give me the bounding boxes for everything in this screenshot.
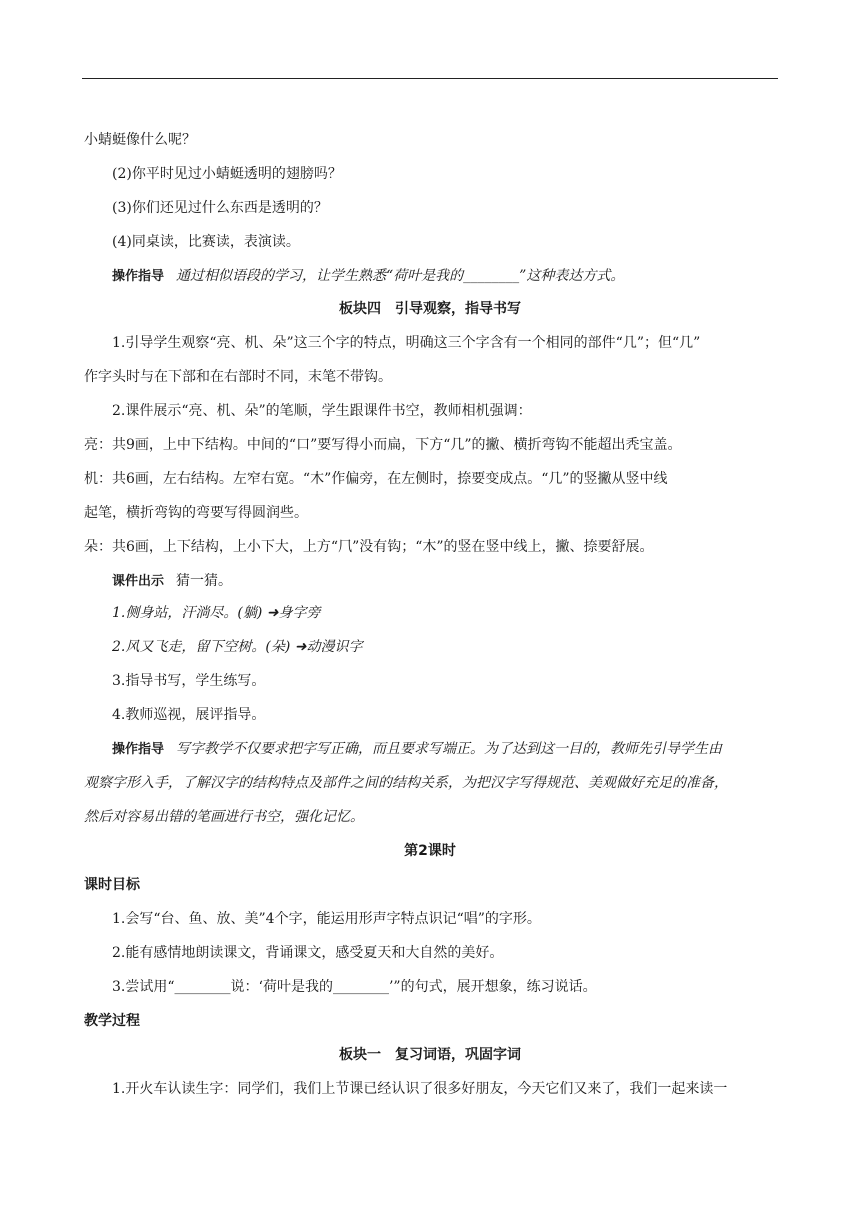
goal-1: 1.会写“台、鱼、放、美”4个字，能运用形声字特点识记“唱”的字形。 (112, 911, 541, 927)
paragraph-2: 2.课件展示“亮、机、朵”的笔顺，学生跟课件书空，教师相机强调： (112, 403, 532, 419)
step-3: 3.指导书写，学生练写。 (112, 673, 266, 689)
riddle-2: 2.风又飞走，留下空树。(朵) ➜动漫识字 (112, 639, 363, 655)
lesson-heading: 第2课时 (404, 843, 456, 859)
guidance-text-cont: 然后对容易出错的笔画进行书空，强化记忆。 (84, 809, 364, 825)
courseware-label: 课件出示 (112, 574, 165, 589)
paragraph-1b: 作字头时与在下部和在右部时不同，末笔不带钩。 (84, 369, 392, 385)
question-3: (3)你们还见过什么东西是透明的？ (112, 200, 328, 216)
goal-2: 2.能有感情地朗读课文，背诵课文，感受夏天和大自然的美好。 (112, 945, 504, 961)
goal-3: 3.尝试用“________说：‘荷叶是我的________’”的句式，展开想象，练习说话。 (112, 979, 597, 995)
header-rule (82, 78, 778, 79)
char-ji-a: 机：共6画，左右结构。左窄右宽。“木”作偏旁，在左侧时，捺要变成点。“几”的竖撇从竖中线 (84, 471, 668, 487)
process-heading: 教学过程 (84, 1013, 140, 1029)
paragraph-1a: 1.引导学生观察“亮、机、朵”这三个字的特点，明确这三个字含有一个相同的部件“几”；但“几” (112, 335, 701, 351)
guidance-text: 写字教学不仅要求把字写正确，而且要求写端正。为了达到这一目的，教师先引导学生由 (176, 741, 723, 757)
goals-heading: 课时目标 (84, 877, 140, 893)
char-duo: 朵：共6画，上下结构，上小下大，上方“⺇”没有钩；“木”的竖在竖中线上，撇、捺要舒展。 (84, 539, 654, 555)
section-heading-1: 板块一 复习词语，巩固字词 (339, 1047, 521, 1063)
paragraph-last: 1.开火车认读生字：同学们，我们上节课已经认识了很多好朋友，今天它们又来了，我们一起来读一 (112, 1081, 728, 1097)
courseware-display (112, 572, 232, 591)
section-heading-4: 板块四 引导观察，指导书写 (339, 301, 521, 317)
question-2: (2)你平时见过小蜻蜓透明的翅膀吗？ (112, 166, 342, 182)
step-4: 4.教师巡视，展评指导。 (112, 707, 266, 723)
char-ji-b: 起笔，横折弯钩的弯要写得圆润些。 (84, 505, 308, 521)
riddle-1: 1.侧身站，汗淌尽。(躺) ➜身字旁 (112, 605, 321, 621)
guidance-text: 通过相似语段的学习，让学生熟悉“荷叶是我的________”这种表达方式。 (176, 268, 625, 284)
question-4: (4)同桌读，比赛读，表演读。 (112, 234, 300, 250)
guidance-text-cont: 观察字形入手，了解汉字的结构特点及部件之间的结构关系，为把汉字写得规范、美观做好充足的准备， (84, 775, 728, 791)
guidance-label: 操作指导 (112, 269, 165, 284)
guidance-label: 操作指导 (112, 742, 165, 757)
char-liang: 亮：共9画，上中下结构。中间的“口”要写得小而扁，下方“几”的撇、横折弯钩不能超出秃宝盖。 (84, 437, 682, 453)
courseware-text: 猜一猜。 (176, 573, 233, 589)
text-line: 小蜻蜓像什么呢？ (84, 132, 196, 148)
guidance-note-1 (112, 267, 624, 286)
guidance-note-2 (112, 740, 722, 759)
